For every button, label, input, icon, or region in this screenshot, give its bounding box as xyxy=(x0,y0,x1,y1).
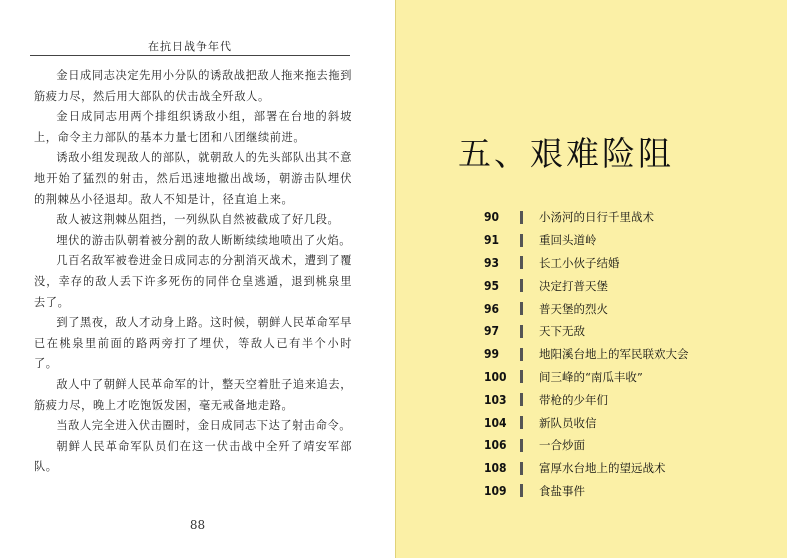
body-text xyxy=(34,66,352,478)
toc-page-number: 90 xyxy=(484,210,500,225)
chapter-title: 五、艰难险阻 xyxy=(458,134,674,173)
toc-entry[interactable] xyxy=(484,411,744,434)
toc-entry[interactable] xyxy=(484,366,744,389)
running-header: 在抗日战争年代 xyxy=(148,40,232,53)
toc-title: 小汤河的日行千里战术 xyxy=(539,210,654,225)
right-page xyxy=(395,0,787,558)
toc-entry[interactable] xyxy=(484,457,744,480)
toc-page-number: 95 xyxy=(484,278,500,293)
paragraph: 金日成同志用两个排组织诱敌小组，部署在台地的斜坡上，命令主力部队的基本力量七团和八团继续前进。 xyxy=(34,110,352,144)
toc-page-number: 100 xyxy=(484,369,507,384)
toc-separator xyxy=(520,393,523,406)
toc-entry[interactable] xyxy=(484,274,744,297)
paragraph: 诱敌小组发现敌人的部队，就朝敌人的先头部队出其不意地开始了猛烈的射击，然后迅速地撤出战场，朝游击队埋伏的荆棘丛小径退却。敌人不知是计，径直追上来。 xyxy=(34,151,352,206)
toc-title: 普天堡的烈火 xyxy=(539,301,608,316)
toc-title: 天下无敌 xyxy=(539,324,585,339)
toc-entry[interactable] xyxy=(484,434,744,457)
toc-separator xyxy=(520,439,523,452)
toc-page-number: 109 xyxy=(484,483,507,498)
toc-separator xyxy=(520,256,523,269)
toc-title: 食盐事件 xyxy=(539,483,585,498)
toc-entry[interactable] xyxy=(484,343,744,366)
paragraph: 朝鲜人民革命军队员们在这一伏击战中全歼了靖安军部队。 xyxy=(34,439,352,474)
paragraph: 敌人被这荆棘丛阻挡，一列纵队自然被截成了好几段。 xyxy=(56,213,340,227)
toc-title: 决定打普天堡 xyxy=(539,278,608,293)
table-of-contents xyxy=(484,206,744,502)
toc-entry[interactable] xyxy=(484,297,744,320)
toc-page-number: 104 xyxy=(484,415,507,430)
toc-title: 新队员收信 xyxy=(539,415,597,430)
page-number: 88 xyxy=(189,518,206,532)
header-rule xyxy=(30,55,350,56)
paragraph: 埋伏的游击队朝着被分割的敌人断断续续地喷出了火焰。 xyxy=(56,233,352,247)
toc-page-number: 96 xyxy=(484,301,500,316)
toc-page-number: 103 xyxy=(484,392,507,407)
toc-separator xyxy=(520,348,523,361)
toc-title: 一合炒面 xyxy=(539,438,585,453)
toc-page-number: 91 xyxy=(484,233,500,248)
toc-entry[interactable] xyxy=(484,388,744,411)
toc-entry[interactable] xyxy=(484,206,744,229)
toc-page-number: 108 xyxy=(484,461,507,476)
toc-title: 地阳溪台地上的军民联欢大会 xyxy=(539,347,689,362)
paragraph: 当敌人完全进入伏击圈时，金日成同志下达了射击命令。 xyxy=(56,419,352,433)
toc-separator xyxy=(520,370,523,383)
paragraph: 几百名敌军被卷进金日成同志的分割消灭战术，遭到了覆没，幸存的敌人丢下许多死伤的同伴仓皇逃遁，退到桃泉里去了。 xyxy=(34,254,352,309)
toc-title: 富厚水台地上的望远战术 xyxy=(539,461,666,476)
toc-separator xyxy=(520,484,523,497)
toc-page-number: 106 xyxy=(484,438,507,453)
toc-page-number: 93 xyxy=(484,255,500,270)
toc-page-number: 97 xyxy=(484,324,500,339)
toc-entry[interactable] xyxy=(484,480,744,503)
toc-title: 长工小伙子结婚 xyxy=(539,255,620,270)
toc-separator xyxy=(520,211,523,224)
toc-entry[interactable] xyxy=(484,229,744,252)
toc-separator xyxy=(520,234,523,247)
toc-separator xyxy=(520,462,523,475)
toc-entry[interactable] xyxy=(484,320,744,343)
paragraph: 敌人中了朝鲜人民革命军的计，整天空着肚子追来追去，筋疲力尽，晚上才吃饱饭发困，毫无戒备地走路。 xyxy=(34,377,352,412)
toc-title: 带枪的少年们 xyxy=(539,392,608,407)
toc-separator xyxy=(520,302,523,315)
toc-entry[interactable] xyxy=(484,252,744,275)
paragraph: 金日成同志决定先用小分队的诱敌战把敌人拖来拖去拖到筋疲力尽，然后用大部队的伏击战全歼敌人。 xyxy=(34,69,352,103)
toc-title: 间三峰的“南瓜丰收” xyxy=(539,369,643,384)
toc-page-number: 99 xyxy=(484,347,500,362)
paragraph: 到了黑夜，敌人才动身上路。这时候，朝鲜人民革命军早已在桃泉里前面的路两旁打了埋伏，等敌人已有半个小时了。 xyxy=(34,316,352,371)
toc-separator xyxy=(520,325,523,338)
toc-separator xyxy=(520,279,523,292)
toc-title: 重回头道岭 xyxy=(539,233,597,248)
toc-separator xyxy=(520,416,523,429)
